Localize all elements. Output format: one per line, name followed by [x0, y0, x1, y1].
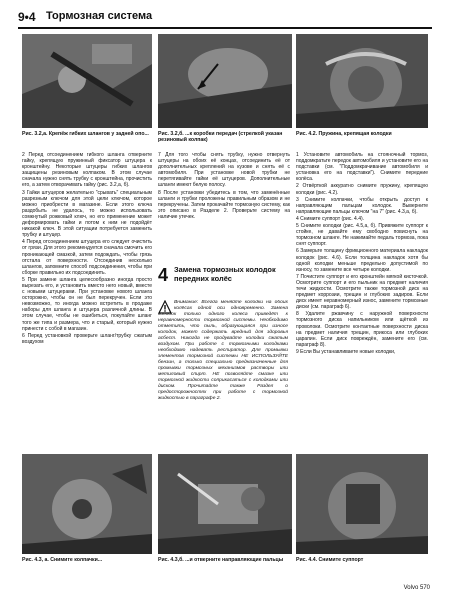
paragraph: 3 Снимите колпачки, чтобы открыть доступ к направляющим пальцам колодок. Выверните направляющие пальцы ключом "на 7" (рис. 4.3,а, б). [296, 196, 428, 215]
paragraph: 4 Снимите суппорт (рис. 4.4). [296, 215, 365, 222]
warning-text [158, 300, 288, 448]
text-column-1 [22, 152, 152, 448]
page-number: 9•4 [18, 10, 36, 24]
photo-brake-hose-gearbox [158, 34, 292, 128]
caption-fig-4-3a: Рис. 4.3, а. Снимите колпачки... [22, 557, 103, 563]
page-footer: Volvo 570 [403, 585, 430, 591]
caption-fig-4-2: Рис. 4.2. Пружина, крепящая колодки [296, 131, 392, 137]
chapter-title: Тормозная система [46, 10, 153, 22]
paragraph: 8 Удалите ржавчину с наружной поверхности тормозного диска напильником или щёткой из проволоки. Осмотрите контактные поверхности диска на предмет наличия трещин, прикоса или глубоких царапин. Если диск повреждён, замените его (см. параграф 8). [296, 311, 428, 348]
caption-fig-4-4: Рис. 4.4. Снимите суппорт [296, 557, 364, 563]
paragraph: 2 Отвёрткой аккуратно снимите пружину, крепящую колодки (рис. 4.2). [296, 183, 428, 196]
section-title: Замена тормозных колодок передних колёс [174, 265, 276, 283]
text-column-3 [296, 152, 428, 448]
paragraph: 6 Замерьте толщину фрикционного материала накладок колодок (рис. 4.6). Если толщина накладок хотя бы одной колодки меньше предельно допустимой по износу, то замените все четыре колодки. [296, 248, 428, 273]
paragraph: 7 Почистите суппорт и его кронштейн мягкой кисточкой. Осмотрите суппорт и его пыльник на предмет наличия течи жидкости. Осмотрите также тормозной диск на предмет коррозии, трещин и глубоких задиров. Если диск имеет неравномерный износ, замените тормозные диски (см. параграф 6). [296, 273, 428, 311]
paragraph: 9 Если Вы устанавливаете новые колодки, [296, 348, 396, 355]
paragraph: 3 Гайки штуцеров желательно "срывать" специальным разрезным ключом для этой цели ключом, которое можно приобрести в магазине. Если этого ключа раздобыть не удалось, то можно использовать сомкнутый рожковый ключ, но его применение может деформировать гайки и потом к ним не подойдёт никакой ключ. В этой ситуации потребуется заменить трубку и штуцер. [22, 189, 152, 239]
paragraph: 7 Для того чтобы снять трубку, нужно отвернуть штуцеры на обоих её концах, отсоединить её от дополнительных креплений на кузове и снять её с автомобиля. При установке новой трубки не перетягивайте гайки её штуцеров. Дополнительные шланги имеют белую полосу. [158, 152, 290, 189]
section-heading [158, 264, 290, 296]
warning-icon-spacer [158, 300, 174, 308]
header-rule [18, 27, 432, 29]
text-column-2 [158, 152, 290, 262]
caption-fig-3-2a: Рис. 3.2,а. Крепёж гибких шлангов у задней опо... [22, 131, 149, 137]
caption-fig-3-2b: Рис. 3.2,б. ...к коробки передач (стрелкой указан резиновый колпак) [158, 131, 283, 144]
section-number: 4 [158, 265, 169, 285]
caption-fig-4-3b: Рис. 4.3,б. ...и отверните направляющие пальцы [158, 557, 284, 563]
paragraph: 8 После установки убедитесь в том, что заменённые шланги и трубки проложены правильным образом и не перекручены. Затем прокачайте тормозную систему, как это описано в Разделе 2. Проверьте систему на наличие утечек. [158, 189, 290, 220]
paragraph: 1 Установите автомобиль на стояночный тормоз, поддомкратьте передок автомобиля и установите его на подставки (см. "Поддомкрачивание автомобиля и установка его на подставки"). Снимите передние колёса. [296, 152, 428, 183]
photo-guide-pins [158, 454, 292, 554]
paragraph: 4 Перед отсоединением штуцера его следует очистить от грязи. Для этого рекомендуется сначала смочить его проникающей смазкой, затем подождать, чтобы грязь отстала от поверхности. Отсоединив несколько шлангов, запомните способ подсоединения, чтобы при сборке правильно их подсоединить. [22, 239, 152, 276]
photo-remove-caliper [296, 454, 428, 554]
paragraph: 6 Перед установкой проверьте шланг/трубку сжатым воздухом [22, 332, 152, 345]
paragraph: 5 Снимите колодки (рис. 4.5,а, б). Привяжите суппорт к стойке, не давайте ему свободно повиснуть на тормозном шланге. Не нажимайте педаль тормоза, пока снят суппорт. [296, 223, 428, 248]
photo-brake-hose-rear [22, 34, 152, 128]
page-header [18, 10, 432, 26]
photo-pad-spring [296, 34, 428, 128]
photo-remove-caps [22, 454, 152, 554]
paragraph: 2 Перед отсоединением гибкого шланга отверните гайку, крепящую пружинный фиксатор штуцера к кронштейну. Некоторые штуцеры гибких шлангов защищены резиновым колпаком. В этом случае сначала нужно снять трубку с кронштейна, прочистить его, а затем отворачивать гайку (рис. 3.2,а, б). [22, 152, 152, 189]
paragraph: 5 При замене шланга целесообразно иногда просто вырезать его, и установить вместо него новый, вместе с новыми штуцерами. При установке нового шланга осторожно, чтобы он не был перекручен. Если это невозможно, то иногда можно встретить в продаже наборы для шланга и штуцера различной длины. В этом случае, чтобы не ошибиться, покупайте шланг того же типа и размера, что и старый, который нужно принести с собой в магазин. [22, 276, 152, 332]
warning-body: Внимание: Всегда меняйте колодки на обоих колёсах одной оси одновременно. Замена колодок только одного колеса приведёт к неравномерности тормозной системы. Необходимо отметить, что пыль, образующаяся при износе колодок, может содержать вредный для здоровья асбест. Никогда не продувайте колодки сжатым воздухом. При работе с тормозными колодками необходимо надевать респиратор. Для промывки элементов тормозной системы НЕ ИСПОЛЬЗУЙТЕ бензин, а только специально предназначенные для промывки тормозных механизмов растворы или метиловый спирт. НЕ позволяйте смазке или тормозной жидкости соприкасаться с колодками или диском. Прочитайте также Раздел о предосторожностях при работе с тормозной жидкостью в параграфе 2. [158, 300, 288, 401]
